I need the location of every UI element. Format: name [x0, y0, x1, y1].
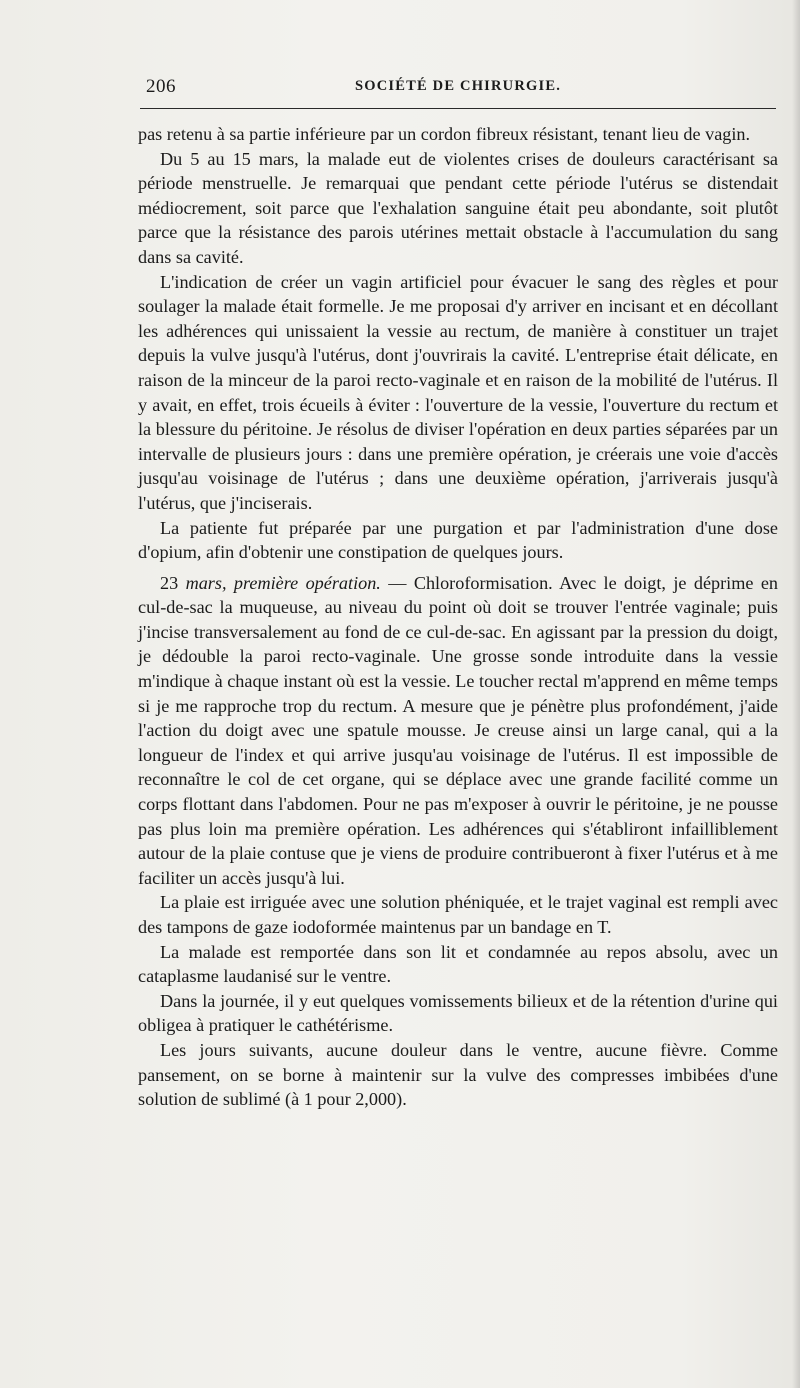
page-number: 206	[146, 76, 176, 97]
paragraph-rest: La malade est remportée dans son lit et condamnée au repos absolu, avec un cataplasme laudanisé sur le ventre.	[138, 941, 778, 987]
operation-description: — Chloroformisation. Avec le doigt, je déprime en cul-de-sac la muqueuse, au niveau du point où doit se trouver l'entrée vaginale; puis j'incise transversalement au fond de ce cul-de-sac. En agissant par la pression du doigt, je dédouble la paroi recto-vaginale. Une grosse sonde introduite dans la vessie m'indique à chaque instant où est la vessie. Le toucher rectal m'apprend en même temps si je me rapproche trop du rectum. A mesure que je pénètre plus profondément, j'aide l'action du doigt avec une spatule mousse. Je creuse ainsi un large canal, qui a la longueur de l'index et qui arrive jusqu'au voisinage de l'utérus. Il est impossible de reconnaître le col de cet organe, qui se déplace avec une grande facilité comme un corps flottant dans l'abdomen. Pour ne pas m'exposer à ouvrir le péritoine, je ne pousse pas plus loin ma première opération. Les adhérences qui s'établiront infailliblement autour de la plaie contuse que je viens de produire contribueront à fixer l'utérus et à me faciliter un accès jusqu'à lui.	[138, 572, 778, 888]
page-header	[140, 72, 776, 102]
paragraph-indication: L'indication de créer un vagin artificiel pour évacuer le sang des règles et pour soulager la malade était formelle. Je me proposai d'y arriver en incisant et en décollant les adhérences qui unissaient la vessie au rectum, de manière à constituer un trajet depuis la vulve jusqu'à l'utérus, dont j'ouvrirais la cavité. L'entreprise était délicate, en raison de la minceur de la paroi recto-vaginale et en raison de la mobilité de l'utérus. Il y avait, en effet, trois écueils à éviter : l'ouverture de la vessie, l'ouverture du rectum et la blessure du péritoine. Je résolus de diviser l'opération en deux parties séparées par un intervalle de plusieurs jours : dans une première opération, je créerais une voie d'accès jusqu'au voisinage de l'utérus ; dans une deuxième opération, j'arriverais jusqu'à l'utérus, que j'inciserais.	[138, 271, 778, 513]
paragraph-first-operation	[138, 571, 778, 891]
page-edge-shadow	[792, 0, 800, 1388]
paragraph-menstrual-period: Du 5 au 15 mars, la malade eut de violentes crises de douleurs caractérisant sa période menstruelle. Je remarquai que pendant cette période l'utérus se distendait médiocrement, soit parce que l'exhalation sanguine était peu abondante, soit plutôt parce que la résistance des parois utérines mettait obstacle à l'accumulation du sang dans sa cavité.	[138, 148, 778, 267]
body-text	[138, 122, 778, 1112]
operation-heading: mars, première opération.	[185, 572, 381, 593]
paragraph-continuation: pas retenu à sa partie inférieure par un cordon fibreux résistant, tenant lieu de vagin.	[138, 124, 751, 144]
header-rule	[140, 108, 776, 109]
paragraph-irrigation: La plaie est irriguée avec une solution phéniquée, et le trajet vaginal est rempli avec des tampons de gaze iodoformée maintenus par un bandage en T.	[138, 892, 778, 937]
paragraph-following-days: Les jours suivants, aucune douleur dans le ventre, aucune fièvre. Comme pansement, on se borne à maintenir sur la vulve des compresses imbibées d'une solution de sublimé (à 1 pour 2,000).	[138, 1039, 778, 1110]
paragraph-vomiting: Dans la journée, il y eut quelques vomissements bilieux et de la rétention d'urine qui obligea à pratiquer le cathétérisme.	[138, 990, 778, 1036]
operation-date: 23	[160, 572, 186, 593]
paragraph-preparation: La patiente fut préparée par une purgation et par l'administration d'une dose d'opium, afin d'obtenir une constipation de quelques jours.	[138, 517, 778, 563]
running-head: SOCIÉTÉ DE CHIRURGIE.	[354, 78, 562, 94]
